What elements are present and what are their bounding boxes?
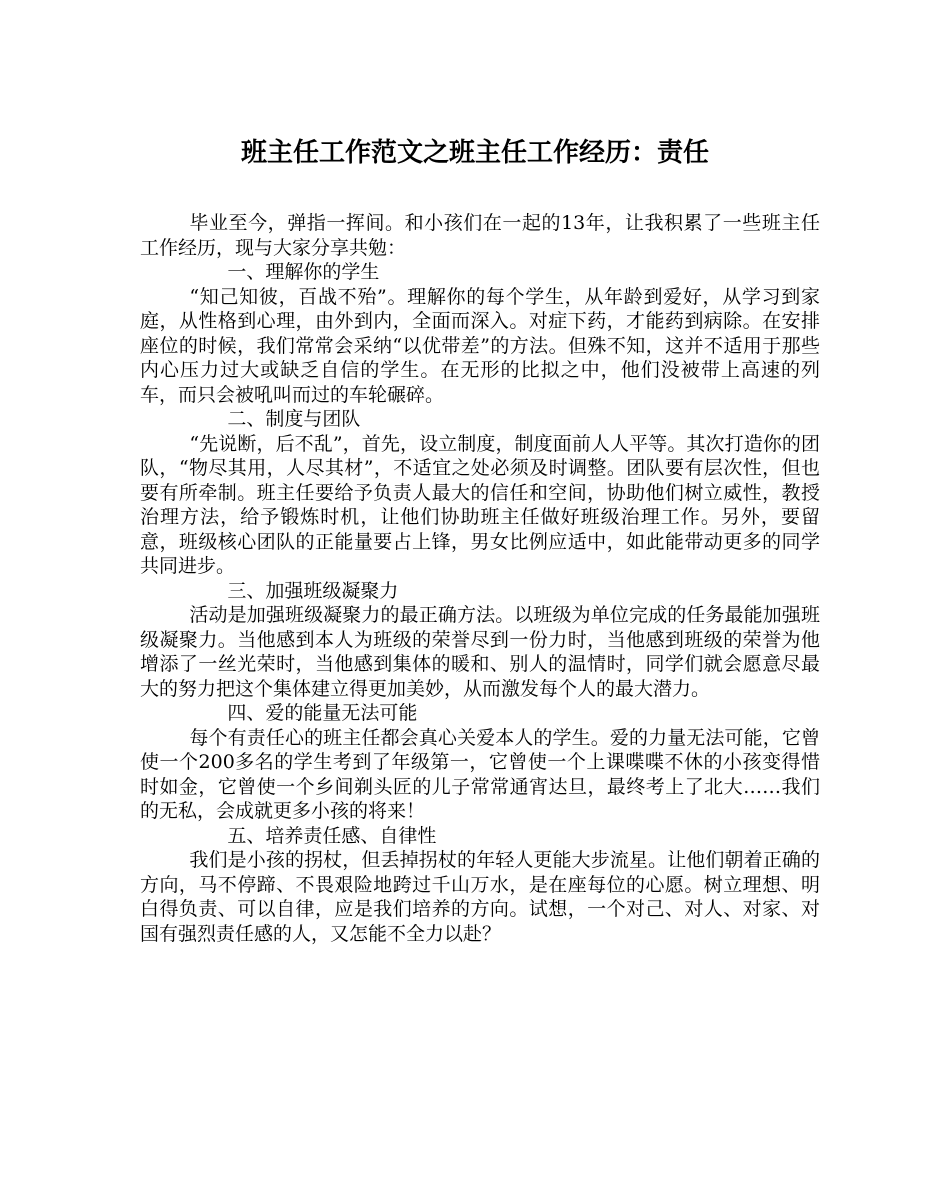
section-heading: 三、加强班级凝聚力	[227, 579, 399, 602]
body-paragraph: 我们是小孩的拐杖，但丢掉拐杖的年轻人更能大步流星。让他们朝着正确的方向，马不停蹄、不畏艰险地跨过千山万水，是在座每位的心愿。树立理想、明白得负责、可以自律，应是我们培养的方向。试想，一个对己、对人、对家、对国有强烈责任感的人，又怎能不全力以赴？	[140, 849, 820, 945]
section-heading: 一、理解你的学生	[227, 261, 380, 283]
body-paragraph: 毕业至今，弹指一挥间。和小孩们在一起的13年，让我积累了一些班主任工作经历，现与大家分享共勉：	[140, 212, 820, 259]
document-title: 班主任工作范文之班主任工作经历：责任	[240, 138, 709, 168]
section-heading: 二、制度与团队	[227, 408, 361, 430]
body-paragraph: 每个有责任心的班主任都会真心关爱本人的学生。爱的力量无法可能，它曾使一个200多名的学生考到了年级第一，它曾使一个上课喋喋不休的小孩变得惜时如金，它曾使一个乡间剃头匠的儿子常常通宵达旦，最终考上了北大……我们的无私，会成就更多小孩的将来！	[140, 726, 820, 822]
section-heading: 五、培养责任感、自律性	[227, 824, 437, 847]
section-heading: 四、爱的能量无法可能	[227, 702, 418, 724]
document-body	[140, 211, 820, 946]
body-paragraph: 活动是加强班级凝聚力的最正确方法。以班级为单位完成的任务最能加强班级凝聚力。当他感到本人为班级的荣誉尽到一份力时，当他感到班级的荣誉为他增添了一丝光荣时，当他感到集体的暖和、别人的温情时，同学们就会愿意尽最大的努力把这个集体建立得更加美妙，从而激发每个人的最大潜力。	[140, 604, 820, 700]
body-paragraph: “知己知彼，百战不殆”。理解你的每个学生，从年龄到爱好，从学习到家庭，从性格到心理，由外到内，全面而深入。对症下药，才能药到病除。在安排座位的时候，我们常常会采纳“以优带差”的方法。但殊不知，这并不适用于那些内心压力过大或缺乏自信的学生。在无形的比拟之中，他们没被带上高速的列车，而只会被吼叫而过的车轮碾碎。	[140, 285, 820, 406]
body-paragraph: “先说断，后不乱”，首先，设立制度，制度面前人人平等。其次打造你的团队，“物尽其用，人尽其材”，不适宜之处必须及时调整。团队要有层次性，但也要有所牵制。班主任要给予负责人最大的信任和空间，协助他们树立威性，教授治理方法，给予锻炼时机，让他们协助班主任做好班级治理工作。另外，要留意，班级核心团队的正能量要占上锋，男女比例应适中，如此能带动更多的同学共同进步。	[140, 432, 820, 577]
